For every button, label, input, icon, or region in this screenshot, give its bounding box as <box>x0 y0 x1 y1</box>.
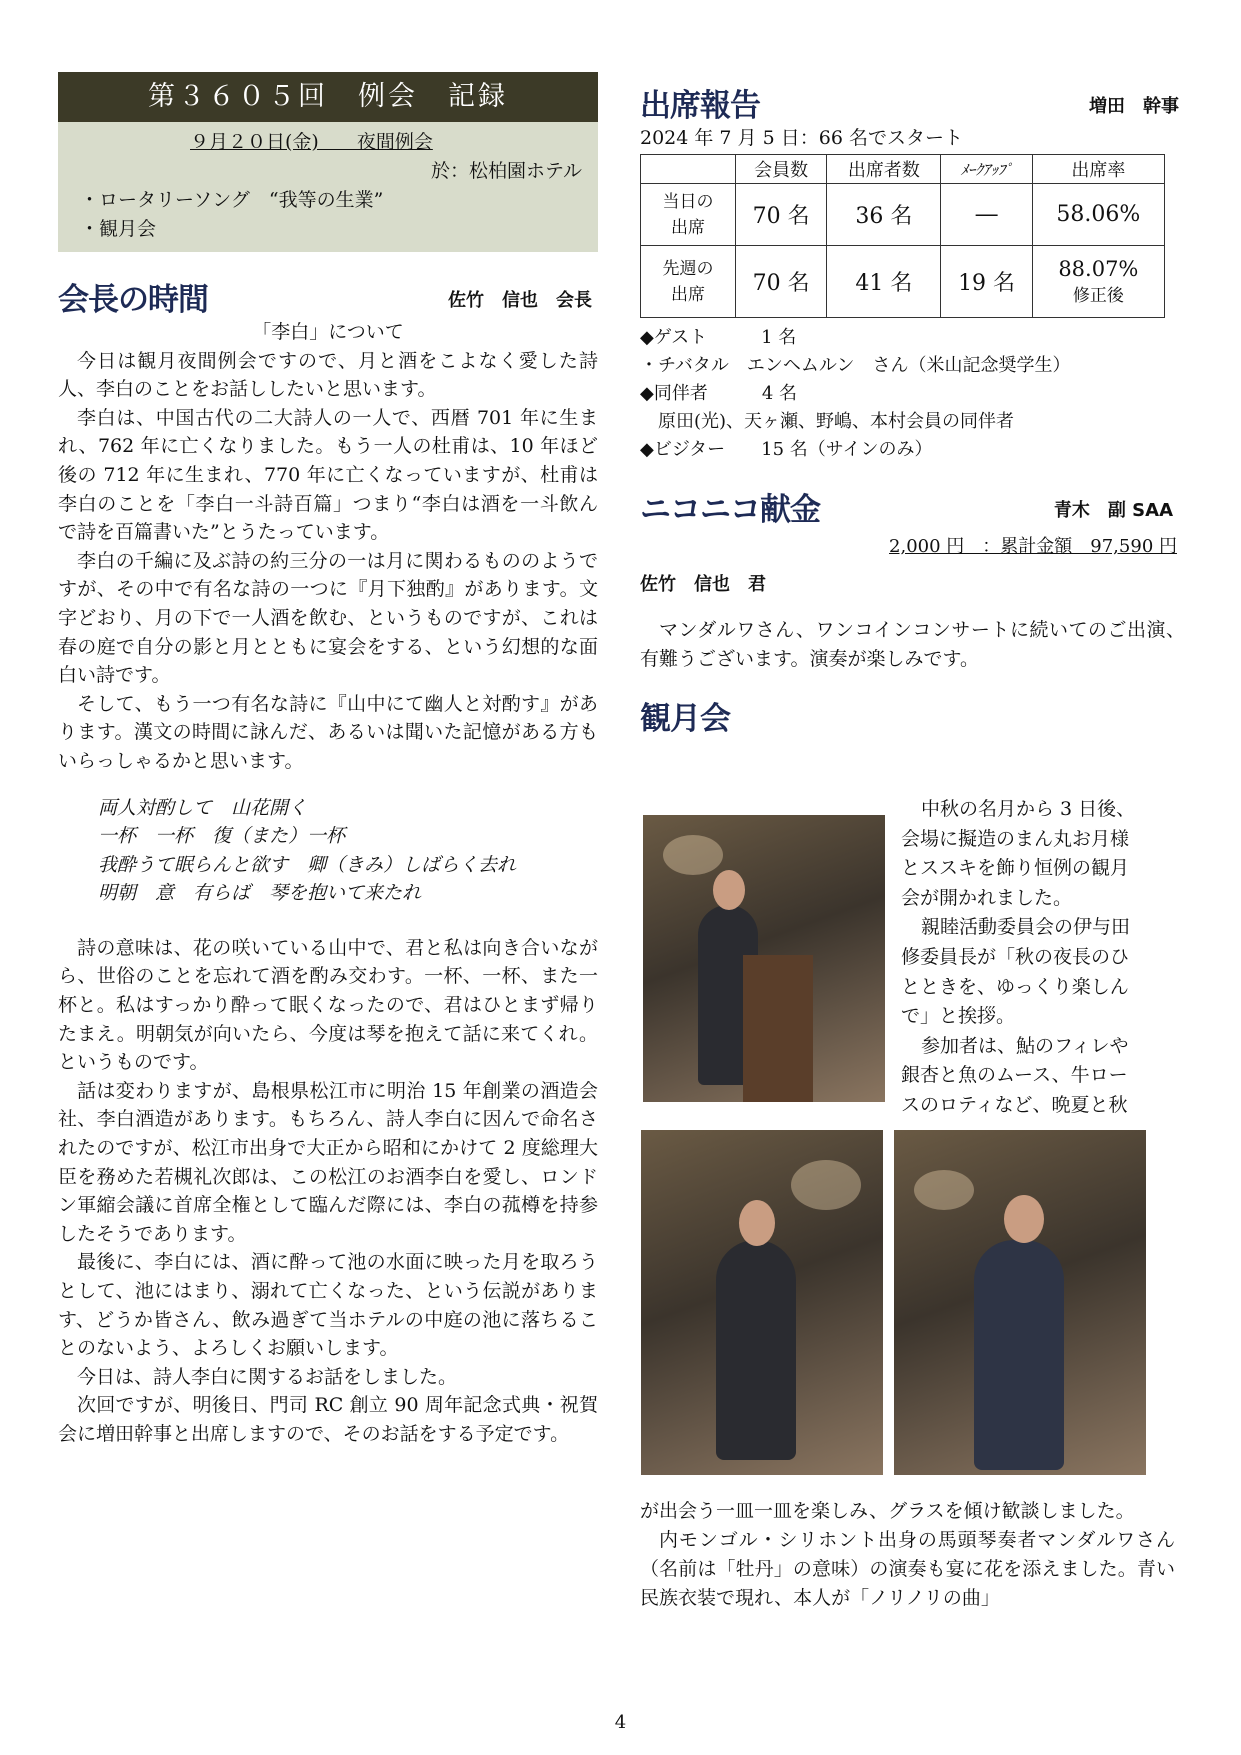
kangetsu-after: が出会う一皿一皿を楽しみ、グラスを傾け歓談しました。 <box>640 1500 1135 1522</box>
kangetsu-bottom-text <box>640 1497 1175 1613</box>
page-number: 4 <box>614 1712 627 1733</box>
side-line: とススキを飾り恒例の観月 <box>901 857 1130 880</box>
makeup-cell: ― <box>941 184 1032 246</box>
paragraph: 詩の意味は、花の咲いている山中で、君と私は向き合いながら、世俗のことを忘れて酒を酌み交わす。一杯、一杯、また一杯と。私はすっかり酔って眠くなったので、君はひとまず帰りたまえ。明朝気が向いたら、今度は琴を抱えて話に来てくれ。というものです。 <box>58 936 598 1074</box>
guest-list <box>640 324 1185 464</box>
paragraph: 話は変わりますが、島根県松江市に明治 15 年創業の酒造会社、李白酒造があります。もちろん、詩人李白に因んで命名されたのですが、松江市出身で大正から昭和にかけて 2 度総理大臣を務めた若槻礼次郎は、この松江のお酒李白を愛し、ロンドン軍縮会議に首席全権として臨んだ際には、李白の菰樽を持参したそうであります。 <box>58 1079 598 1245</box>
side-line: 会が開かれました。 <box>901 886 1073 909</box>
makeup-cell: 19 名 <box>941 246 1032 318</box>
left-column <box>58 72 598 1449</box>
table-row <box>641 246 1165 318</box>
poem-line: 一杯 一杯 復（また）一杯 <box>98 825 346 848</box>
attendance-header <box>640 72 1185 124</box>
row-label: 先週の 出席 <box>641 246 736 318</box>
attendance-author: 増田 幹事 <box>1089 96 1179 117</box>
rate-cell: 88.07% 修正後 <box>1032 246 1164 318</box>
meeting-item: ・ロータリーソング “我等の生業” <box>80 189 384 211</box>
niko-author: 青木 副 SAA <box>1053 500 1173 521</box>
paragraph: 李白の千編に及ぶ詩の約三分の一は月に関わるもののようですが、その中で有名な詩の一つに『月下独酌』があります。文字どおり、月の下で一人酒を飲む、というものですが、これは春の庭で自分の影と月とともに宴会をする、という幻想的な面白い詩です。 <box>58 549 598 687</box>
present-cell: 36 名 <box>827 184 941 246</box>
niko-text-block <box>640 616 1185 673</box>
president-header <box>58 266 598 318</box>
niko-amount: 2,000 円 ：累計金額 97,590 円 <box>889 536 1177 557</box>
attendance-title: 出席報告 <box>640 88 760 124</box>
list-item: 原田(光)、天ヶ瀬、野嶋、本村会員の同伴者 <box>640 411 1015 432</box>
side-line: 参加者は、鮎のフィレや <box>921 1034 1129 1057</box>
poem-line: 我酔うて眠らんと欲す 卿（きみ）しばらく去れ <box>98 853 517 876</box>
side-line: 会場に擬造のまん丸お月様 <box>901 827 1130 850</box>
present-cell: 41 名 <box>827 246 941 318</box>
niko-header <box>640 476 1185 528</box>
paragraph: 次回ですが、明後日、門司 RC 創立 90 周年記念式典・祝賀会に増田幹事と出席しますので、そのお話をする予定です。 <box>58 1394 598 1445</box>
side-line: スのロティなど、晩夏と秋 <box>901 1093 1128 1116</box>
president-body <box>58 318 598 1449</box>
list-item: ◆ゲスト 1 名 <box>640 327 797 348</box>
photo-toast <box>894 1130 1146 1475</box>
paragraph: そして、もう一つ有名な詩に『山中にて幽人と対酌す』があります。漢文の時間に詠んだ、あるいは聞いた記憶がある方もいらっしゃるかと思います。 <box>58 692 598 772</box>
side-line: 親睦活動委員会の伊与田 <box>921 916 1131 939</box>
row-label: 当日の 出席 <box>641 184 736 246</box>
president-subtitle: 「李白」について <box>252 321 404 343</box>
right-column <box>640 72 1185 737</box>
members-cell: 70 名 <box>736 246 827 318</box>
kangetsu-para: 内モンゴル・シリホント出身の馬頭琴奏者マンダルワさん（名前は「牡丹」の意味）の演奏も宴に花を添えました。青い民族衣装で現れ、本人が「ノリノリの曲」 <box>640 1529 1175 1609</box>
niko-person: 佐竹 信也 君 <box>640 574 766 595</box>
niko-title: ニコニコ献金 <box>640 492 820 528</box>
table-header: ﾒｰｸｱｯﾌﾟ <box>941 155 1032 184</box>
niko-text: マンダルワさん、ワンコインコンサートに続いてのご出演、有難うございます。演奏が楽しみです。 <box>640 619 1185 670</box>
table-header: 出席率 <box>1032 155 1164 184</box>
list-item: ◆同伴者 4 名 <box>640 383 798 404</box>
meeting-banner: 第３６０５回 例会 記録 <box>58 72 598 122</box>
meeting-item: ・観月会 <box>80 218 157 240</box>
meeting-place: 於：松柏園ホテル <box>430 160 582 182</box>
poem-line: 明朝 意 有らば 琴を抱いて来たれ <box>98 882 422 905</box>
meeting-info <box>58 122 598 252</box>
paragraph: 李白は、中国古代の二大詩人の一人で、西暦 701 年に生まれ、762 年に亡くなりました。もう一人の杜甫は、10 年ほど後の 712 年に生まれ、770 年に亡くなっていますが、杜甫は李白のことを「李白一斗詩百篇」つまり“李白は酒を一斗飲んで詩を百篇書いた”とうたっています。 <box>58 406 598 544</box>
paragraph: 最後に、李白には、酒に酔って池の水面に映った月を取ろうとして、池にはまり、溺れて亡くなった、という伝説があります、どうか皆さん、飲み過ぎて当ホテルの中庭の池に落ちることのないよう、よろしくお願いします。 <box>58 1251 598 1360</box>
poem <box>58 794 598 908</box>
attendance-start: 2024 年 7 月 5 日：66 名でスタート <box>640 127 963 149</box>
side-line: とときを、ゆっくり楽しん <box>901 975 1129 998</box>
rate-cell: 58.06% <box>1032 184 1164 246</box>
photo-speaker-podium <box>643 815 885 1102</box>
table-row <box>641 184 1165 246</box>
table-header: 出席者数 <box>827 155 941 184</box>
table-header: 会員数 <box>736 155 827 184</box>
meeting-date: ９月２０日(金) 夜間例会 <box>190 131 433 153</box>
paragraph: 今日は観月夜間例会ですので、月と酒をこよなく愛した詩人、李白のことをお話ししたいと思います。 <box>58 349 598 401</box>
side-line: 銀杏と魚のムース、牛ロー <box>901 1064 1128 1087</box>
president-title: 会長の時間 <box>58 282 208 318</box>
members-cell: 70 名 <box>736 184 827 246</box>
kangetsu-title: 観月会 <box>640 701 730 738</box>
side-line: で」と挨拶。 <box>901 1005 1016 1028</box>
side-line: 中秋の名月から 3 日後、 <box>921 798 1136 820</box>
kangetsu-side-text <box>901 795 1177 1121</box>
paragraph: 今日は、詩人李白に関するお話をしました。 <box>77 1365 458 1388</box>
president-author: 佐竹 信也 会長 <box>448 290 592 311</box>
photo-speaker-microphone <box>641 1130 883 1475</box>
kangetsu-header <box>640 685 1185 737</box>
table-header-row <box>641 155 1165 184</box>
attendance-table <box>640 154 1165 318</box>
table-header <box>641 155 736 184</box>
side-line: 修委員長が「秋の夜長のひ <box>901 945 1130 968</box>
poem-line: 両人対酌して 山花開く <box>98 796 308 819</box>
list-item: ◆ビジター 15 名（サインのみ） <box>640 439 933 460</box>
list-item: ・チバタル エンヘムルン さん（米山記念奨学生） <box>640 355 1071 376</box>
